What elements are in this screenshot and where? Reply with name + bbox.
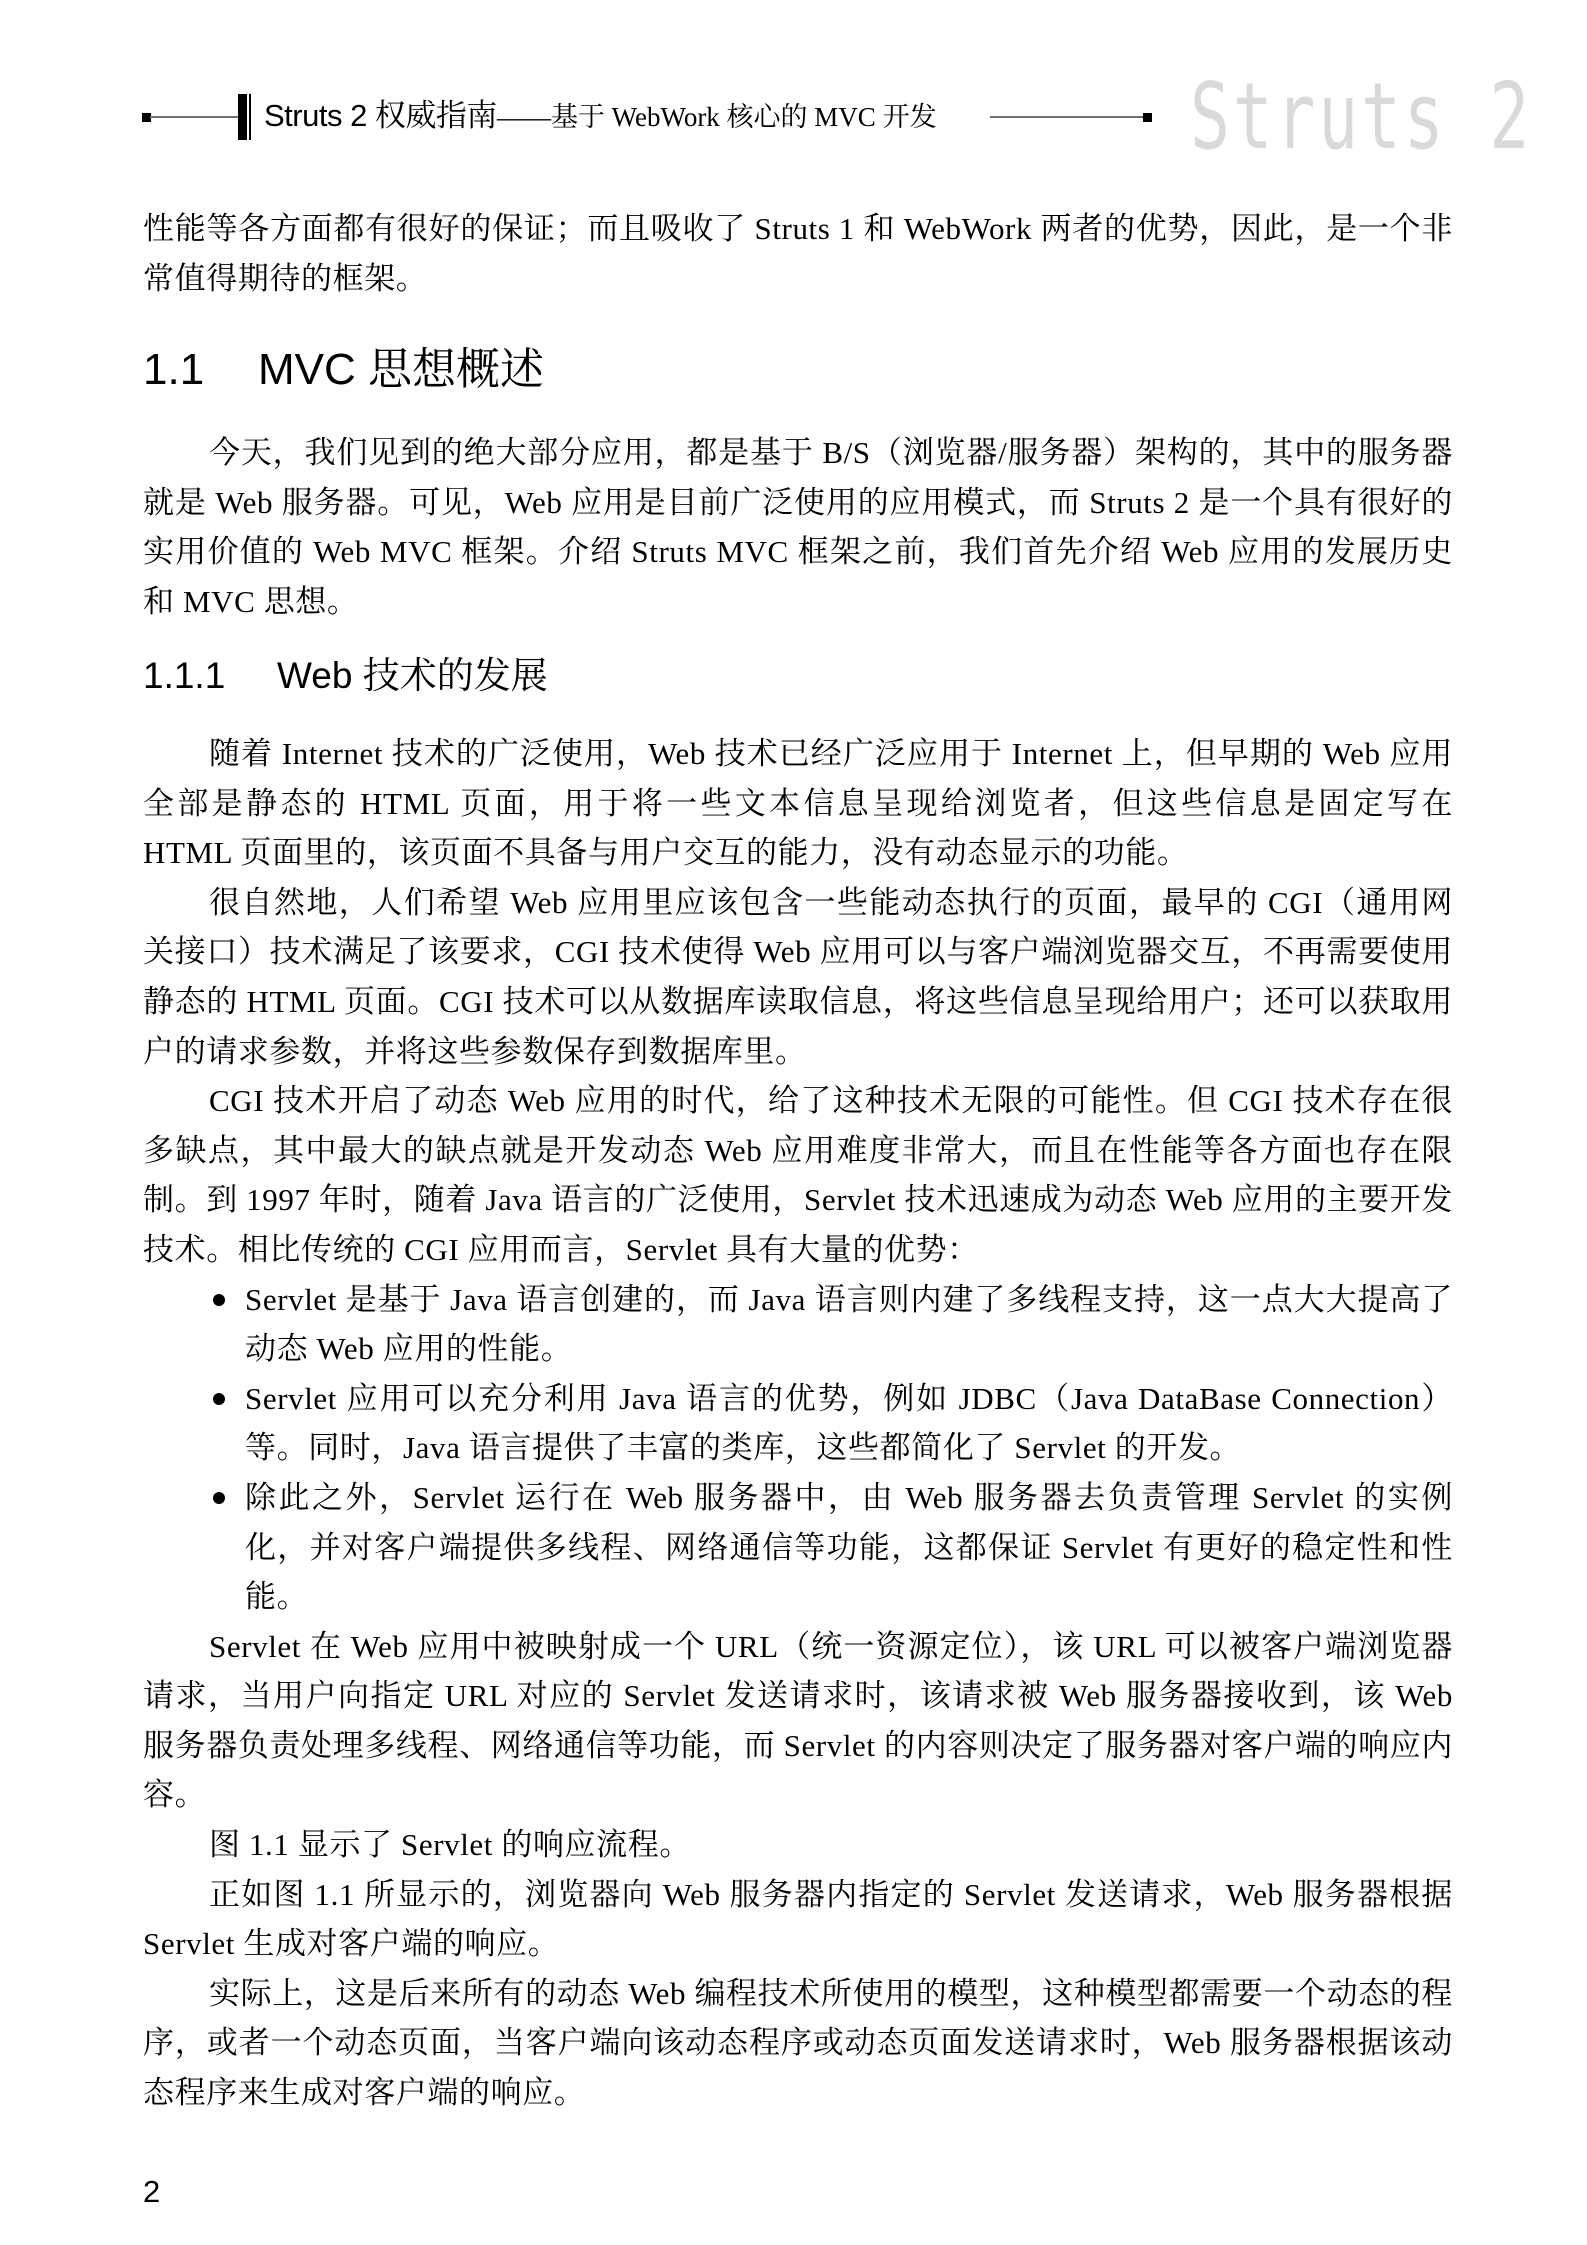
section-title: MVC 思想概述 <box>258 345 544 394</box>
paragraph-figure-explanation: 正如图 1.1 所显示的，浏览器向 Web 服务器内指定的 Servlet 发送请求，Web 服务器根据 Servlet 生成对客户端的响应。 <box>143 1876 1453 1962</box>
list-item <box>143 1374 1453 1473</box>
header-watermark: Struts 2 <box>1190 63 1533 170</box>
section-number: 1.1 <box>143 345 205 394</box>
paragraph-internet-web: 随着 Internet 技术的广泛使用，Web 技术已经广泛应用于 Internet 上，但早期的 Web 应用全部是静态的 HTML 页面，用于将一些文本信息呈现给浏览者，但这些信息是固定写在 HTML 页面里的，该页面不具备与用户交互的能力，没有动态显示的功能。 <box>143 736 1453 871</box>
bullet-icon <box>213 1492 225 1504</box>
intro-block <box>143 204 1453 303</box>
list-item-text: 除此之外，Servlet 运行在 Web 服务器中，由 Web 服务器去负责管理 Servlet 的实例化，并对客户端提供多线程、网络通信等功能，这都保证 Servlet 有更好的稳定性和性能。 <box>245 1479 1453 1615</box>
paragraph-cgi-limits: CGI 技术开启了动态 Web 应用的时代，给了这种技术无限的可能性。但 CGI 技术存在很多缺点，其中最大的缺点就是开发动态 Web 应用难度非常大，而且在性能等各方面也存在限制。到 1997 年时，随着 Java 语言的广泛使用，Servlet 技术迅速成为动态 Web 应用的主要开发技术。相比传统的 CGI 应用而言，Servlet 具有大量的优势： <box>143 1083 1453 1267</box>
book-title: Struts 2 权威指南 <box>264 98 497 133</box>
header-right-rule <box>990 116 1143 118</box>
section-heading-1-1 <box>143 340 544 400</box>
section-heading-1-1-1 <box>143 650 548 702</box>
header-thick-bar-ornament <box>238 94 247 140</box>
section-1-1-1-body <box>143 729 1453 2118</box>
list-item-text: Servlet 应用可以充分利用 Java 语言的优势，例如 JDBC（Java DataBase Connection）等。同时，Java 语言提供了丰富的类库，这些都简化了 Servlet 的开发。 <box>245 1380 1453 1466</box>
list-item-text: Servlet 是基于 Java 语言创建的，而 Java 语言则内建了多线程支持，这一点大大提高了动态 Web 应用的性能。 <box>245 1281 1453 1367</box>
bullet-icon <box>213 1393 225 1405</box>
paragraph-cgi-intro: 很自然地，人们希望 Web 应用里应该包含一些能动态执行的页面，最早的 CGI（通用网关接口）技术满足了该要求，CGI 技术使得 Web 应用可以与客户端浏览器交互，不再需要使用静态的 HTML 页面。CGI 技术可以从数据库读取信息，将这些信息呈现给用户；还可以获取用户的请求参数，并将这些参数保存到数据库里。 <box>143 884 1453 1069</box>
header-thin-bar-ornament <box>249 94 251 140</box>
section-1-1-paragraph: 今天，我们见到的绝大部分应用，都是基于 B/S（浏览器/服务器）架构的，其中的服务器就是 Web 服务器。可见，Web 应用是目前广泛使用的应用模式，而 Struts 2 是一个具有很好的实用价值的 Web MVC 框架。介绍 Struts MVC 框架之前，我们首先介绍 Web 应用的发展历史和 MVC 思想。 <box>143 435 1453 619</box>
intro-paragraph: 性能等各方面都有很好的保证；而且吸收了 Struts 1 和 WebWork 两者的优势，因此，是一个非常值得期待的框架。 <box>143 211 1453 296</box>
paragraph-servlet-url: Servlet 在 Web 应用中被映射成一个 URL（统一资源定位），该 URL 可以被客户端浏览器请求，当用户向指定 URL 对应的 Servlet 发送请求时，该请求被 Web 服务器接收到，该 Web 服务器负责处理多线程、网络通信等功能，而 Servlet 的内容则决定了服务器对客户端的响应内容。 <box>143 1628 1453 1813</box>
paragraph-figure-reference: 图 1.1 显示了 Servlet 的响应流程。 <box>209 1827 691 1863</box>
servlet-advantages-list <box>143 1275 1453 1622</box>
header-right-square-ornament <box>1143 113 1152 122</box>
section-1-1-body <box>143 428 1453 626</box>
list-item <box>143 1275 1453 1374</box>
header-left-rule <box>150 116 238 118</box>
book-subtitle: ——基于 WebWork 核心的 MVC 开发 <box>496 102 937 132</box>
paragraph-dynamic-model: 实际上，这是后来所有的动态 Web 编程技术所使用的模型，这种模型都需要一个动态的程序，或者一个动态页面，当客户端向该动态程序或动态页面发送请求时，Web 服务器根据该动态程序来生成对客户端的响应。 <box>143 1975 1453 2111</box>
list-item <box>143 1473 1453 1622</box>
subsection-number: 1.1.1 <box>143 655 226 696</box>
page-number: 2 <box>143 2174 161 2209</box>
header-book-title <box>264 96 937 137</box>
subsection-title: Web 技术的发展 <box>277 655 548 696</box>
bullet-icon <box>213 1294 225 1306</box>
